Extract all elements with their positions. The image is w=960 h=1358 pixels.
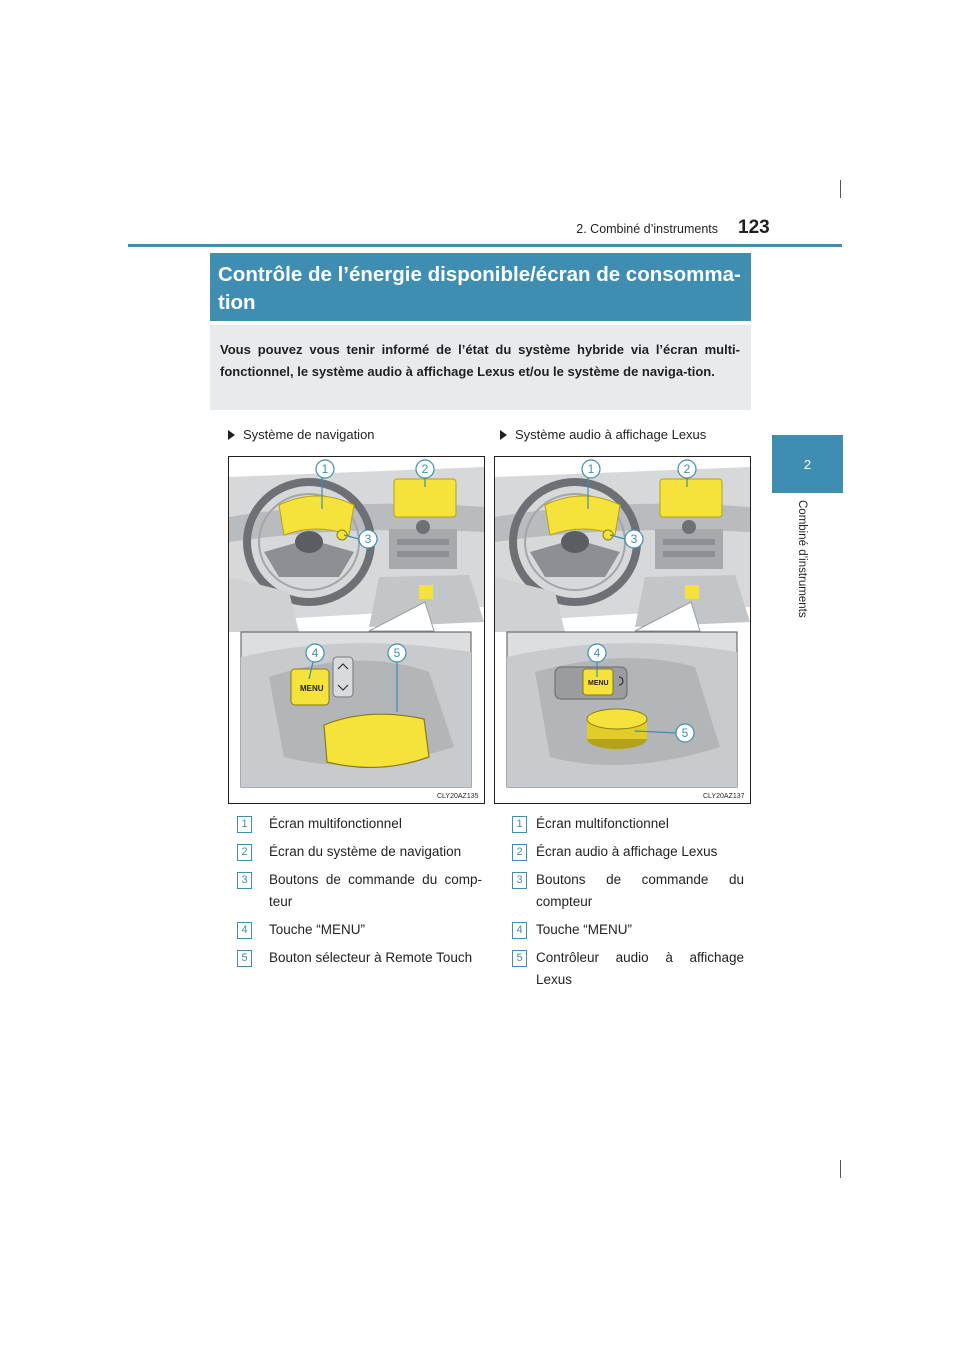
legend-number: 1 [237,816,252,833]
figure-code: CLY20AZ137 [703,793,745,800]
page-number: 123 [738,217,770,238]
legend-text: Touche “MENU” [536,922,633,937]
column-label-navigation: Système de navigation [228,427,375,442]
running-header-section: 2. Combiné d’instruments [576,222,718,236]
callout-3: 3 [630,532,638,546]
legend-text: Boutons de commande du comp-teur [269,872,482,909]
section-title: Contrôle de l’énergie disponible/écran de consomma-tion [218,263,741,314]
chapter-tab[interactable] [772,435,843,493]
legend-text: Écran multifonctionnel [269,816,402,831]
column-label-audio: Système audio à affichage Lexus [500,427,706,442]
callout-5: 5 [393,646,401,660]
callout-4: 4 [311,646,319,660]
intro-box [210,325,751,410]
callout-5: 5 [681,726,689,740]
triangle-bullet-icon [228,430,235,440]
illustration-navigation [228,456,485,804]
callout-3: 3 [364,532,372,546]
legend-text: Écran du système de navigation [269,844,462,859]
callout-1: 1 [321,462,329,476]
figure-code: CLY20AZ135 [437,793,479,800]
header-rule [128,244,842,247]
callout-2: 2 [421,462,429,476]
inset-menu-label: MENU [588,680,609,687]
legend-number: 5 [237,950,252,967]
legend-text: Bouton sélecteur à Remote Touch [269,950,473,965]
legend-number: 1 [512,816,527,833]
legend-number: 4 [237,922,252,939]
legend-number: 2 [237,844,252,861]
callout-4: 4 [593,646,601,660]
crop-mark-top [840,180,841,198]
callout-2: 2 [683,462,691,476]
legend-number: 2 [512,844,527,861]
legend-text: Écran multifonctionnel [536,816,669,831]
crop-mark-bottom [840,1160,841,1178]
section-title-bar [210,253,751,321]
legend-number: 3 [512,872,527,889]
inset-menu-label: MENU [300,684,324,693]
legend-number: 3 [237,872,252,889]
legend-text: Touche “MENU” [269,922,366,937]
legend-text: Contrôleur audio à affichage Lexus [536,950,744,987]
chapter-tab-number: 2 [803,456,812,472]
chapter-tab-title: Combiné d’instruments [796,500,808,618]
callout-1: 1 [587,462,595,476]
legend-number: 4 [512,922,527,939]
legend-text: Boutons de commande du compteur [536,872,744,909]
legend-text: Écran audio à affichage Lexus [536,844,718,859]
legend-number: 5 [512,950,527,967]
triangle-bullet-icon [500,430,507,440]
intro-text: Vous pouvez vous tenir informé de l’état du système hybride via l’écran multi-fonctionnel, le système audio à affichage Lexus et/ou le système de naviga-tion. [220,342,740,379]
illustration-audio [494,456,751,804]
